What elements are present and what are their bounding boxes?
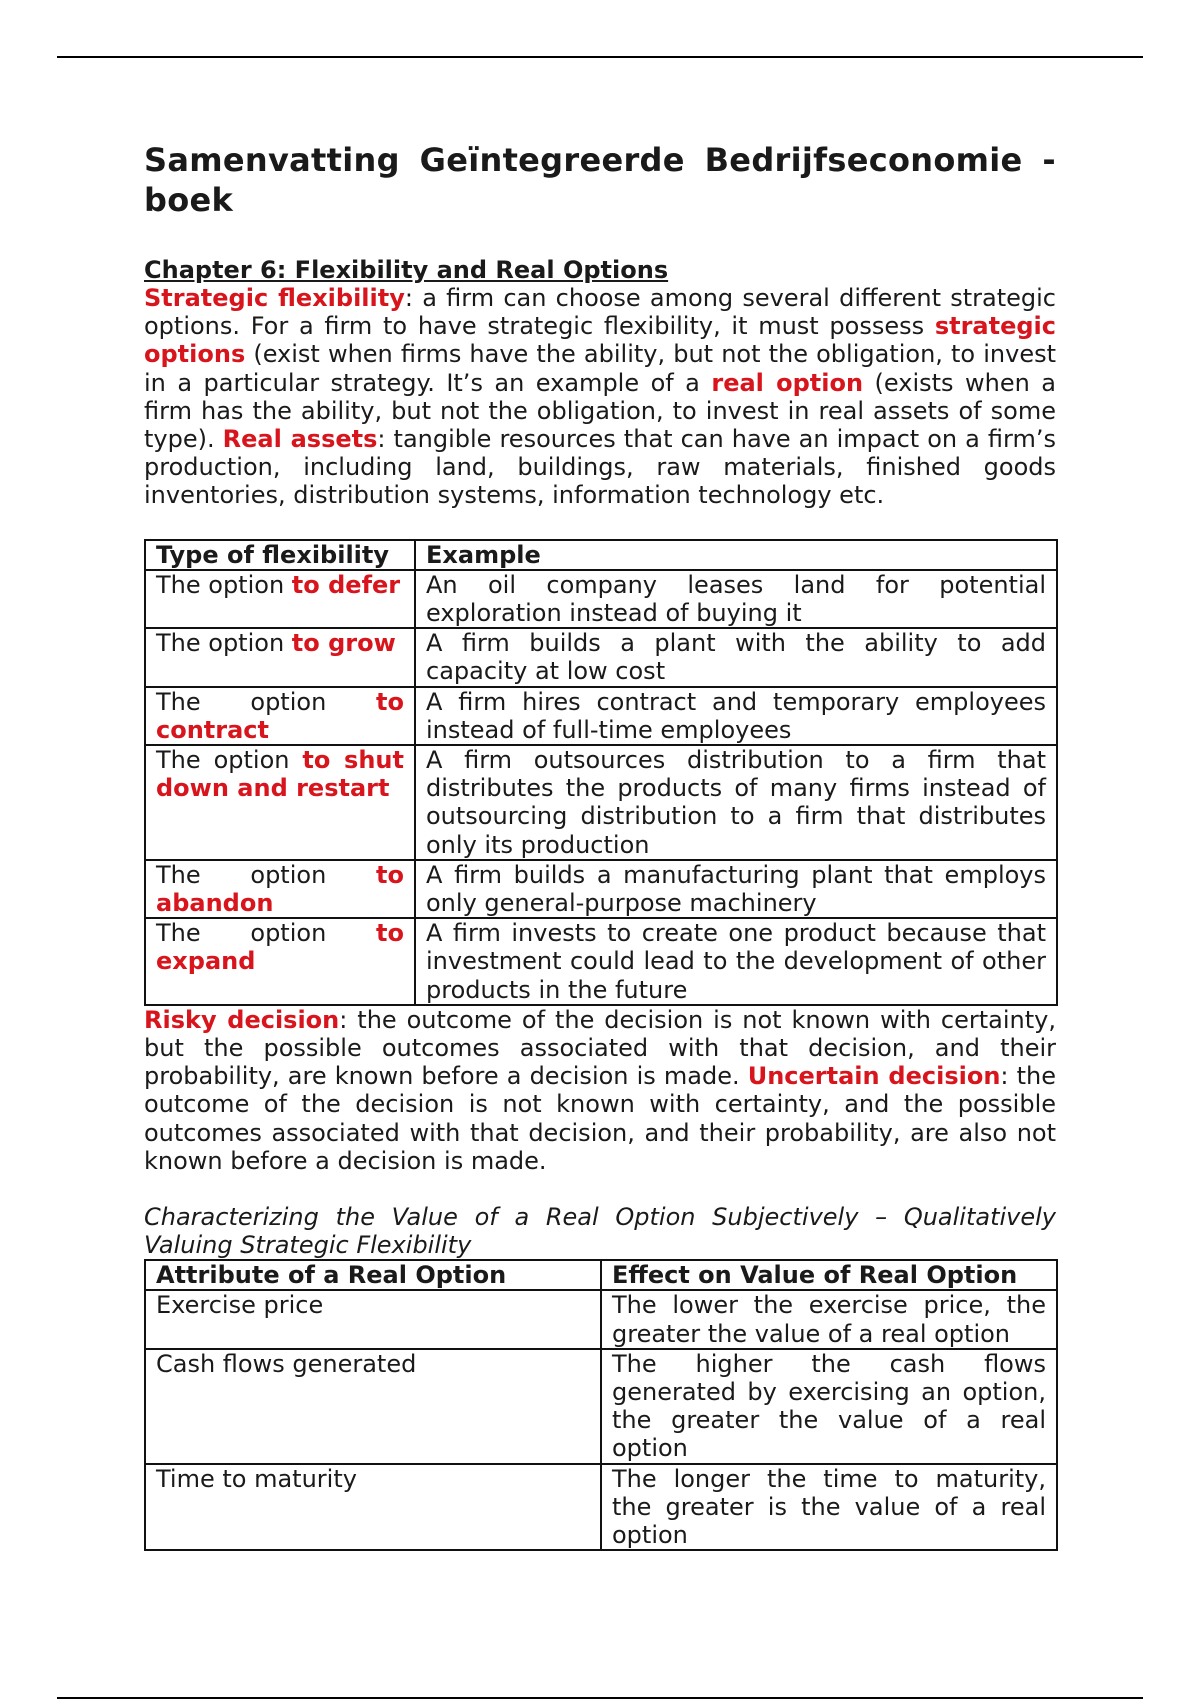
table-row [145,628,1057,686]
example-cell: A firm builds a plant with the ability to add capacity at low cost [415,628,1057,686]
table-row [145,687,1057,745]
term-risky-decision: Risky decision [144,1005,340,1034]
flexibility-type-cell: The option to grow [145,628,415,686]
table-row [145,918,1057,1005]
term-real-option: real option [711,368,864,397]
column-header: Attribute of a Real Option [145,1260,601,1290]
flexibility-type-cell: The option to defer [145,570,415,628]
flexibility-table [144,539,1058,1006]
effect-cell: The longer the time to maturity, the greater is the value of a real option [601,1464,1057,1551]
attribute-cell: Cash flows generated [145,1349,601,1464]
effect-cell: The higher the cash flows generated by exercising an option, the greater the value of a real option [601,1349,1057,1464]
table-row [145,1349,1057,1464]
column-header: Effect on Value of Real Option [601,1260,1057,1290]
real-option-attributes-table [144,1259,1058,1551]
decision-paragraph: Risky decision: the outcome of the decision is not known with certainty, but the possible outcomes associated with that decision, and their probability, are known before a decision is made. Uncertain decision: the outcome of the decision is not known with certainty, and the possible outcomes associated with that decision, and their probability, are also not known before a decision is made. [144,1005,1056,1175]
example-cell: A firm invests to create one product because that investment could lead to the development of other products in the future [415,918,1057,1005]
table-header-row [145,540,1057,570]
column-header: Type of flexibility [145,540,415,570]
example-cell: A firm outsources distribution to a firm that distributes the products of many firms instead of outsourcing distribution to a firm that distributes only its production [415,745,1057,860]
section-subheading: Characterizing the Value of a Real Option Subjectively – Qualitatively Valuing Strategic Flexibility [144,1203,1056,1260]
attribute-cell: Exercise price [145,1290,601,1348]
table-row [145,745,1057,860]
flexibility-type-cell: The option to contract [145,687,415,745]
term-strategic-flexibility: Strategic flexibility [144,284,405,312]
attribute-cell: Time to maturity [145,1464,601,1551]
table-row [145,570,1057,628]
intro-paragraph: Strategic flexibility: a firm can choose among several different strategic options. For a firm to have strategic flexibility, it must possess strategic options (exist when firms have the ability, but not the obligation, to invest in a particular strategy. It’s an example of a real option (exists when a firm has the ability, but not the obligation, to invest in real assets of some type). Real assets: tangible resources that can have an impact on a firm’s production, including land, buildings, raw materials, finished goods inventories, distribution systems, information technology etc. [144,284,1057,510]
example-cell: An oil company leases land for potential exploration instead of buying it [415,570,1057,628]
table-header-row [145,1260,1057,1290]
document-title: Samenvatting Geïntegreerde Bedrijfseconomie - boek [144,141,1056,219]
term-uncertain-decision: Uncertain decision [747,1062,1001,1091]
document-page [144,140,1056,1551]
effect-cell: The lower the exercise price, the greater the value of a real option [601,1290,1057,1348]
column-header: Example [415,540,1057,570]
footer-rule [57,1697,1143,1699]
header-rule [57,56,1143,58]
example-cell: A firm hires contract and temporary employees instead of full-time employees [415,687,1057,745]
flexibility-type-cell: The option to abandon [145,860,415,918]
table-row [145,1464,1057,1551]
flexibility-type-cell: The option to shut down and restart [145,745,415,860]
table-row [145,860,1057,918]
example-cell: A firm builds a manufacturing plant that employs only general-purpose machinery [415,860,1057,918]
table-row [145,1290,1057,1348]
term-real-assets: Real assets [222,425,378,454]
chapter-heading: Chapter 6: Flexibility and Real Options [144,256,669,284]
term-strategic-options: strategic options [144,312,1056,369]
flexibility-type-cell: The option to expand [145,918,415,1005]
